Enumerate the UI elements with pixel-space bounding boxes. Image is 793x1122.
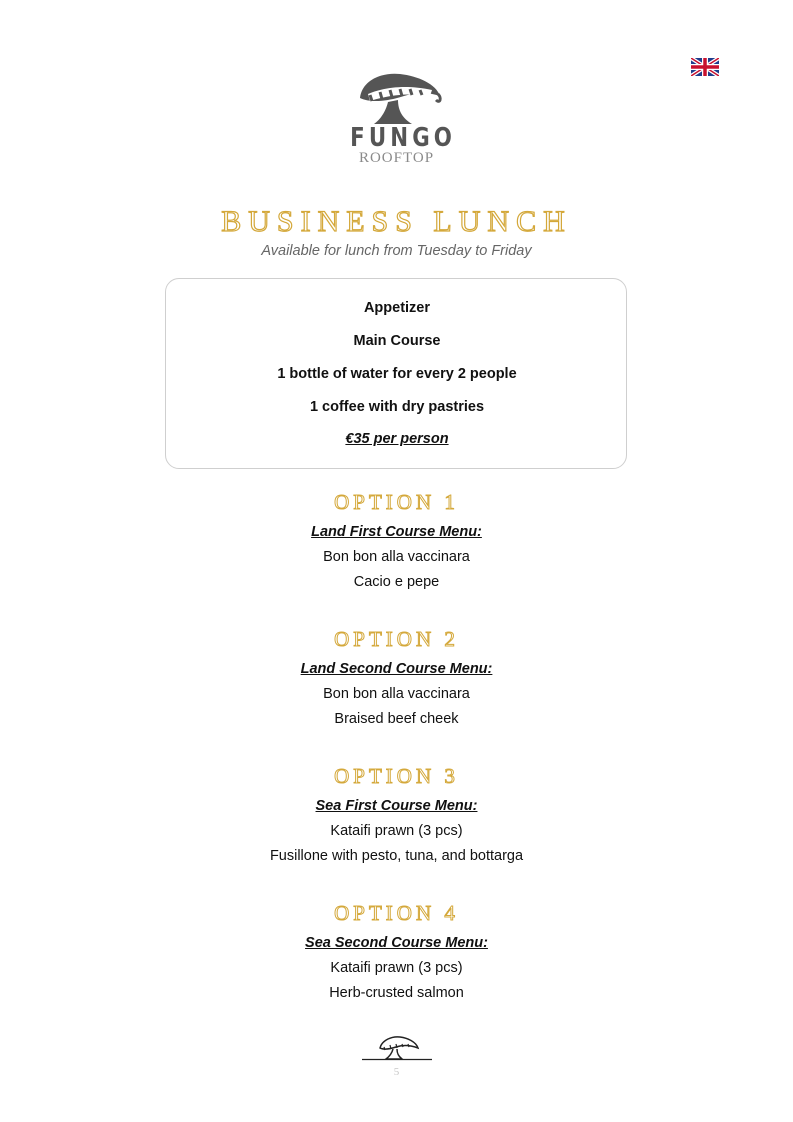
option-item: Kataifi prawn (3 pcs)	[330, 823, 463, 839]
menu-includes-box	[165, 278, 627, 469]
option-title: OPTION 3	[334, 764, 459, 788]
option-item: Herb-crusted salmon	[329, 985, 464, 1001]
include-item: Appetizer	[363, 300, 431, 316]
menu-price: €35 per person	[345, 431, 449, 447]
page-number: 5	[393, 1066, 400, 1078]
option-heading: Sea Second Course Menu:	[305, 935, 488, 951]
option-title: OPTION 2	[334, 627, 459, 651]
option-item: Bon bon alla vaccinara	[323, 686, 470, 702]
brand-name: FUNGO	[350, 123, 457, 153]
option-heading: Land First Course Menu:	[311, 524, 482, 540]
menu-subtitle: Available for lunch from Tuesday to Friday	[261, 243, 532, 259]
brand-subtitle: ROOFTOP	[358, 150, 435, 166]
mushroom-small-icon	[362, 1034, 432, 1062]
option-item: Kataifi prawn (3 pcs)	[330, 960, 463, 976]
option-item: Fusillone with pesto, tuna, and bottarga	[269, 848, 524, 864]
option-title: OPTION 4	[334, 901, 459, 925]
option-title: OPTION 1	[334, 490, 459, 514]
option-item: Braised beef cheek	[334, 711, 459, 727]
menu-title: BUSINESS LUNCH	[221, 205, 572, 238]
option-item: Bon bon alla vaccinara	[323, 549, 470, 565]
brand-logo	[340, 70, 457, 170]
uk-flag-icon[interactable]	[691, 58, 719, 76]
option-item: Cacio e pepe	[353, 574, 440, 590]
option-heading: Sea First Course Menu:	[315, 798, 478, 814]
include-item: Main Course	[353, 333, 441, 349]
include-item: 1 bottle of water for every 2 people	[277, 366, 517, 382]
option-heading: Land Second Course Menu:	[300, 661, 493, 677]
mushroom-logo-icon	[352, 70, 442, 128]
price-line	[166, 430, 628, 448]
include-item: 1 coffee with dry pastries	[309, 399, 485, 415]
